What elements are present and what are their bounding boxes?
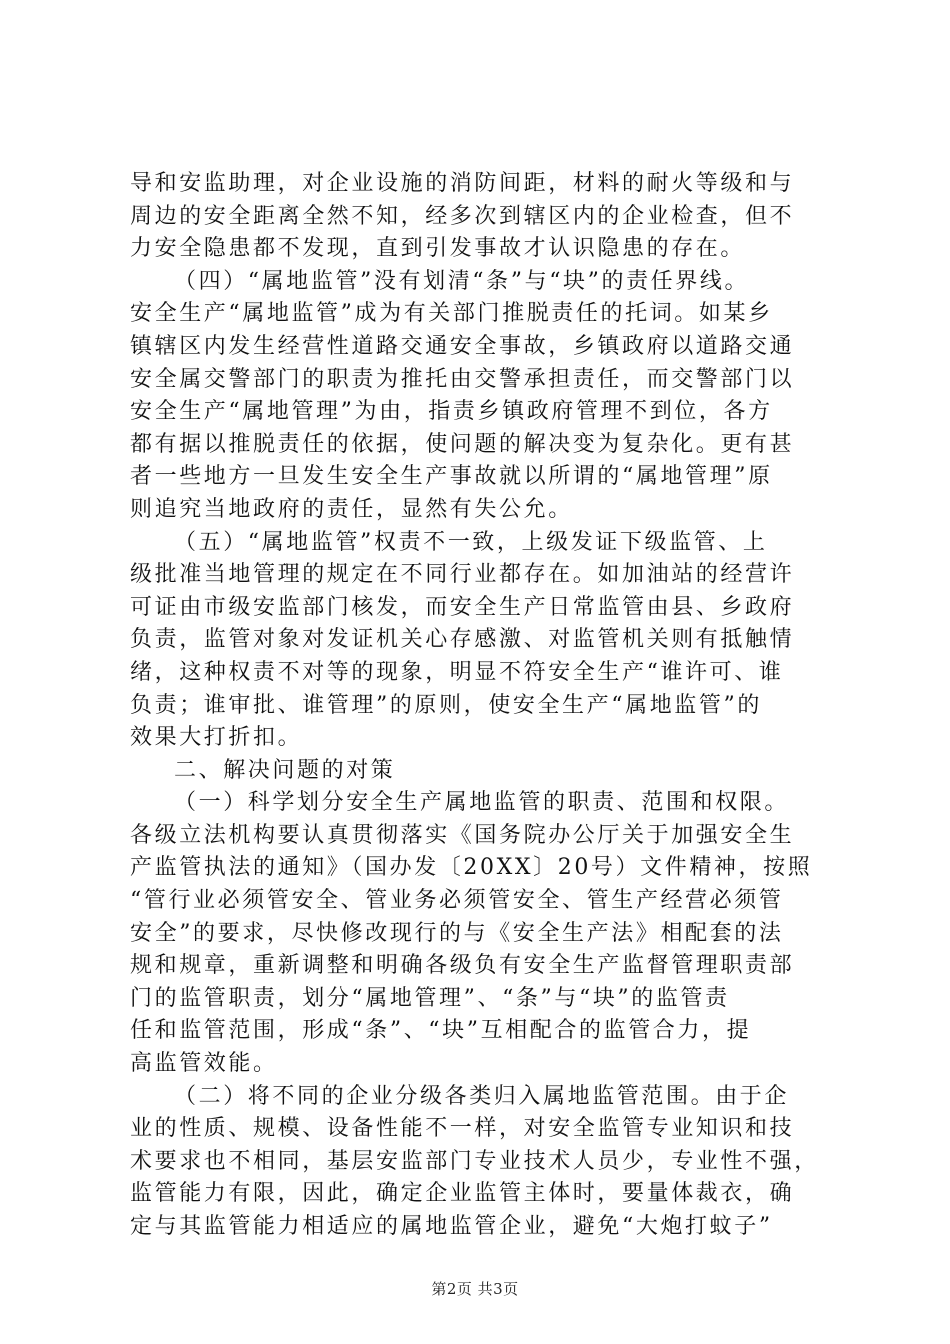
text-line: 绪，这种权责不对等的现象，明显不符安全生产“谁许可、谁 — [130, 659, 784, 685]
text-line: 任和监管范围，形成“条”、“块”互相配合的监管合力，提 — [130, 1018, 752, 1044]
text-line: 安全属交警部门的职责为推托由交警承担责任，而交警部门以 — [130, 366, 795, 392]
text-line: 安全生产“属地管理”为由，指责乡镇政府管理不到位，各方 — [130, 399, 773, 425]
text-line: 者一些地方一旦发生安全生产事故就以所谓的“属地管理”原 — [130, 464, 773, 490]
page-footer: 第2页 共3页 — [431, 1280, 519, 1298]
text-line: 都有据以推脱责任的依据，使问题的解决变为复杂化。更有甚 — [130, 431, 795, 457]
text-line: 术要求也不相同，基层安监部门专业技术人员少，专业性不强， — [130, 1148, 819, 1174]
text-line: 镇辖区内发生经营性道路交通安全事故，乡镇政府以道路交通 — [130, 333, 795, 359]
text-line: 安全”的要求，尽快修改现行的与《安全生产法》相配套的法 — [130, 920, 784, 946]
text-line: （五）“属地监管”权责不一致，上级发证下级监管、上 — [174, 529, 768, 555]
text-line: 各级立法机构要认真贯彻落实《国务院办公厅关于加强安全生 — [130, 822, 795, 848]
text-line: 周边的安全距离全然不知，经多次到辖区内的企业检查，但不 — [130, 203, 795, 229]
text-line: （四）“属地监管”没有划清“条”与“块”的责任界线。 — [174, 268, 750, 294]
text-line: 负责；谁审批、谁管理”的原则，使安全生产“属地监管”的 — [130, 692, 762, 718]
text-line: 可证由市级安监部门核发，而安全生产日常监管由县、乡政府 — [130, 594, 795, 620]
text-line: 高监管效能。 — [130, 1051, 278, 1077]
text-line: 力安全隐患都不发现，直到引发事故才认识隐患的存在。 — [130, 236, 746, 262]
text-line: 规和规章，重新调整和明确各级负有安全生产监督管理职责部 — [130, 953, 795, 979]
text-line: （一）科学划分安全生产属地监管的职责、范围和权限。 — [174, 790, 790, 816]
text-line: 效果大打折扣。 — [130, 725, 303, 751]
text-line: （二）将不同的企业分级各类归入属地监管范围。由于企 — [174, 1083, 790, 1109]
text-line: “管行业必须管安全、管业务必须管安全、管生产经营必须管 — [130, 888, 784, 914]
text-line: 负责，监管对象对发证机关心存感激、对监管机关则有抵触情 — [130, 627, 795, 653]
text-line: 业的性质、规模、设备性能不一样，对安全监管专业知识和技 — [130, 1116, 795, 1142]
text-line: 导和安监助理，对企业设施的消防间距，材料的耐火等级和与 — [130, 171, 795, 196]
text-line: 安全生产“属地监管”成为有关部门推脱责任的托词。如某乡 — [130, 301, 773, 327]
text-line: 门的监管职责，划分“属地管理”、“条”与“块”的监管责 — [130, 985, 730, 1011]
text-line: 则追究当地政府的责任，显然有失公允。 — [130, 496, 573, 522]
text-line: 定与其监管能力相适应的属地监管企业，避免“大炮打蚊子” — [130, 1214, 773, 1239]
text-line: 二、解决问题的对策 — [174, 757, 396, 783]
text-line: 监管能力有限，因此，确定企业监管主体时，要量体裁衣，确 — [130, 1181, 795, 1207]
text-line: 产监管执法的通知》（国办发〔20XX〕20号）文件精神，按照 — [130, 855, 813, 881]
document-body — [130, 168, 830, 1244]
text-line: 级批准当地管理的规定在不同行业都存在。如加油站的经营许 — [130, 562, 795, 588]
